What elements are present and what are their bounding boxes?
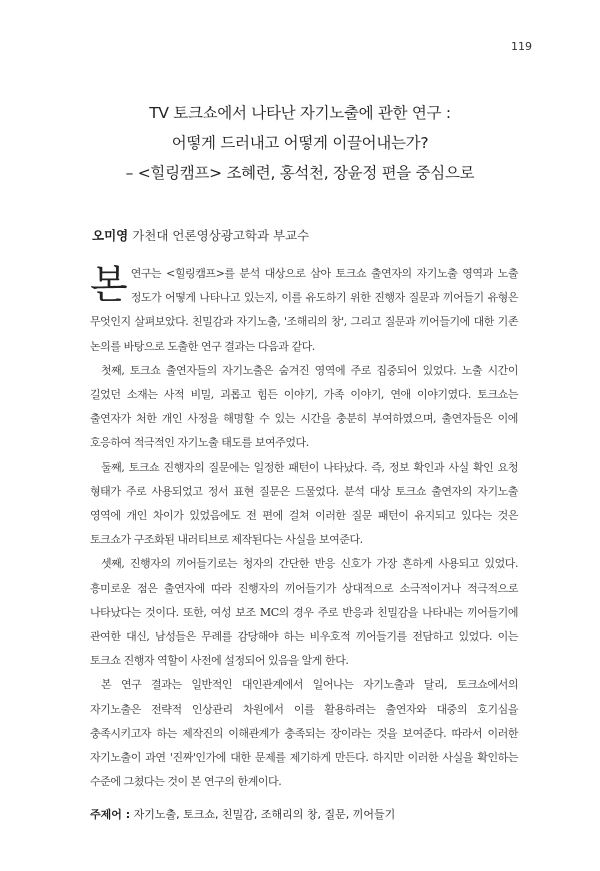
author-name: 오미영 — [92, 228, 129, 243]
title-line-2: 어떻게 드러내고 어떻게 이끌어내는가? — [171, 134, 429, 152]
keywords-label: 주제어 : — [90, 808, 131, 821]
author-line — [92, 226, 309, 244]
abstract-paragraph-3: 둘째, 토크쇼 진행자의 질문에는 일정한 패턴이 나타났다. 즉, 정보 확인과 사실 확인 요청 형태가 주로 사용되었고 정서 표현 질문은 드물었다. 분석 대상 토크쇼 출연자의 자기노출 영역에 개인 차이가 있었음에도 전 편에 걸쳐 이러한 질문 패턴이 유지되고 있다는 것은 토크쇼가 구조화된 내러티브로 제작된다는 사실을 보여준다. — [90, 460, 518, 547]
abstract-paragraph-1 — [90, 262, 518, 359]
abstract — [90, 262, 518, 794]
title-line-3: – <힐링캠프> 조혜련, 홍석천, 장윤정 편을 중심으로 — [125, 164, 475, 182]
keywords-terms: 자기노출, 토크쇼, 친밀감, 조해리의 창, 질문, 끼어들기 — [133, 808, 396, 821]
abstract-paragraph-4: 셋째, 진행자의 끼어들기로는 청자의 간단한 반응 신호가 가장 흔하게 사용되고 있었다. 흥미로운 점은 출연자에 따라 진행자의 끼어들기가 상대적으로 소극적이거나 적극적으로 나타났다는 것이다. 또한, 여성 보조 MC의 경우 주로 반응과 친밀감을 나타내는 끼어들기에 관여한 대신, 남성들은 무례를 감당해야 하는 비우호적 끼어들기를 전담하고 있었다. 이는 토크쇼 진행자 역할이 사전에 설정되어 있음을 알게 한다. — [90, 557, 518, 668]
author-affiliation: 가천대 언론영상광고학과 부교수 — [132, 228, 310, 243]
page-number: 119 — [511, 40, 532, 53]
title-line-1: TV 토크쇼에서 나타난 자기노출에 관한 연구 : — [149, 104, 451, 122]
dropcap: 본 — [90, 263, 128, 308]
keywords — [90, 806, 395, 822]
paper-title — [40, 98, 560, 188]
abstract-paragraph-1-text: 연구는 <힐링캠프>를 분석 대상으로 삼아 토크쇼 출연자의 자기노출 영역과 노출 정도가 어떻게 나타나고 있는지, 이를 유도하기 위한 진행자 질문과 끼어들기 유형은 무엇인지 살펴보았다. 친밀감과 자기노출, '조해리의 창', 그리고 질문과 끼어들기에 대한 기존 논의를 바탕으로 도출한 연구 결과는 다음과 같다. — [90, 267, 518, 353]
abstract-paragraph-5: 본 연구 결과는 일반적인 대인관계에서 일어나는 자기노출과 달리, 토크쇼에서의 자기노출은 전략적 인상관리 차원에서 이를 활용하려는 출연자와 대중의 호기심을 충족시키고자 하는 제작진의 이해관계가 충족되는 장이라는 것을 보여준다. 따라서 이러한 자기노출이 과연 '진짜'인가에 대한 문제를 제기하게 만든다. 하지만 이러한 사실을 확인하는 수준에 그쳤다는 것이 본 연구의 한계이다. — [90, 678, 518, 789]
abstract-paragraph-2: 첫째, 토크쇼 출연자들의 자기노출은 숨겨진 영역에 주로 집중되어 있었다. 노출 시간이 길었던 소재는 사적 비밀, 괴롭고 힘든 이야기, 가족 이야기, 연애 이야기였다. 토크쇼는 출연자가 처한 개인 사정을 해명할 수 있는 시간을 충분히 부여하였으며, 출연자들은 이에 호응하여 적극적인 자기노출 태도를 보여주었다. — [90, 363, 518, 450]
